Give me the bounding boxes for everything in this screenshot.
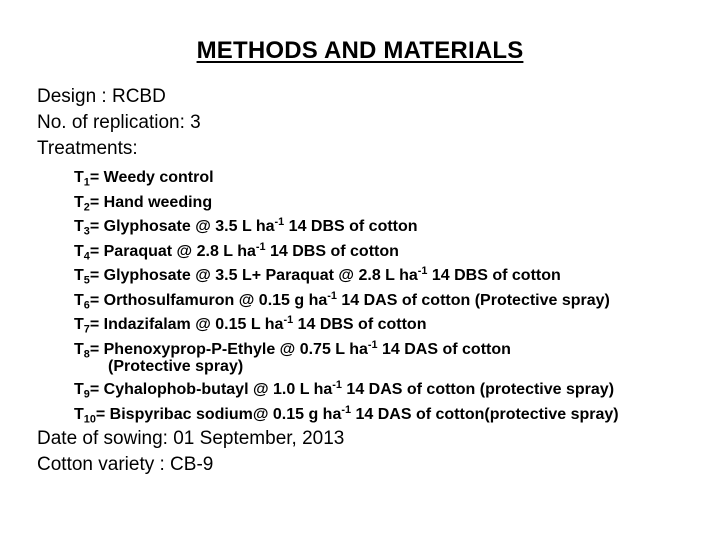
treatment-label: T [74, 316, 84, 333]
treatment-label: T [74, 267, 84, 284]
treatment-number: 8 [83, 347, 90, 360]
unit-exponent: -1 [417, 265, 428, 278]
treatment-item [74, 166, 619, 191]
treatment-text: = Paraquat @ 2.8 L ha [89, 242, 256, 260]
treatment-timing: 14 DBS of cotton [293, 316, 427, 333]
treatment-number: 7 [83, 323, 90, 336]
treatments-heading: Treatments: [37, 138, 138, 159]
cotton-variety-line: Cotton variety : CB-9 [37, 454, 214, 475]
treatment-text: = Weedy control [89, 169, 214, 186]
treatment-text: = Cyhalophob-butayl @ 1.0 L ha [89, 381, 333, 398]
treatment-timing: 14 DBS of cotton [427, 267, 561, 284]
treatment-timing: 14 DAS of cotton(protective spray) [351, 405, 619, 423]
unit-exponent: -1 [283, 314, 294, 327]
treatment-number: 5 [83, 274, 90, 287]
treatment-timing: 14 DBS of cotton [265, 242, 399, 260]
treatment-item [74, 240, 619, 265]
treatment-number: 6 [83, 298, 90, 311]
treatment-text: = Indazifalam @ 0.15 L ha [89, 316, 284, 333]
treatment-item [74, 191, 619, 216]
sowing-date-line: Date of sowing: 01 September, 2013 [37, 428, 345, 449]
treatment-item [74, 338, 619, 376]
unit-exponent: -1 [367, 338, 378, 351]
treatment-text: = Hand weeding [89, 193, 213, 211]
design-line: Design : RCBD [37, 86, 166, 107]
treatment-number: 10 [83, 412, 96, 425]
treatment-continuation: (Protective spray) [108, 358, 244, 375]
treatment-number: 3 [83, 225, 90, 238]
replication-line: No. of replication: 3 [37, 112, 201, 133]
unit-exponent: -1 [332, 379, 342, 392]
treatment-timing: 14 DAS of cotton (protective spray) [341, 381, 615, 398]
page-title: METHODS AND MATERIALS [196, 37, 524, 64]
treatment-number: 1 [83, 176, 90, 189]
unit-exponent: -1 [327, 289, 337, 302]
treatment-item [74, 378, 619, 403]
treatment-text: = Orthosulfamuron @ 0.15 g ha [89, 291, 328, 309]
treatment-text: = Glyphosate @ 3.5 L ha [89, 218, 275, 235]
treatment-item [74, 215, 619, 240]
treatment-item [74, 403, 619, 428]
treatment-label: T [74, 193, 84, 211]
treatment-number: 9 [83, 388, 90, 401]
treatment-item [74, 289, 619, 314]
treatment-label: T [74, 340, 84, 358]
treatment-timing: 14 DAS of cotton (Protective spray) [336, 291, 610, 309]
treatment-timing: 14 DBS of cotton [284, 218, 418, 235]
unit-exponent: -1 [274, 216, 285, 229]
treatment-item [74, 264, 619, 289]
treatment-text: = Phenoxyprop-P-Ethyle @ 0.75 L ha [89, 340, 368, 358]
unit-exponent: -1 [255, 240, 266, 253]
unit-exponent: -1 [341, 403, 352, 416]
treatment-text: = Glyphosate @ 3.5 L+ Paraquat @ 2.8 L ha [89, 267, 418, 284]
treatment-list [74, 166, 619, 427]
treatment-number: 4 [83, 249, 90, 262]
treatment-label: T [74, 169, 84, 186]
treatment-text: = Bispyribac sodium@ 0.15 g ha [95, 405, 342, 423]
treatment-timing: 14 DAS of cotton [377, 340, 511, 358]
treatment-label: T [74, 405, 84, 423]
treatment-label: T [74, 242, 84, 260]
treatment-label: T [74, 291, 84, 309]
treatment-item [74, 313, 619, 338]
treatment-label: T [74, 381, 84, 398]
treatment-number: 2 [83, 200, 90, 213]
treatment-label: T [74, 218, 84, 235]
